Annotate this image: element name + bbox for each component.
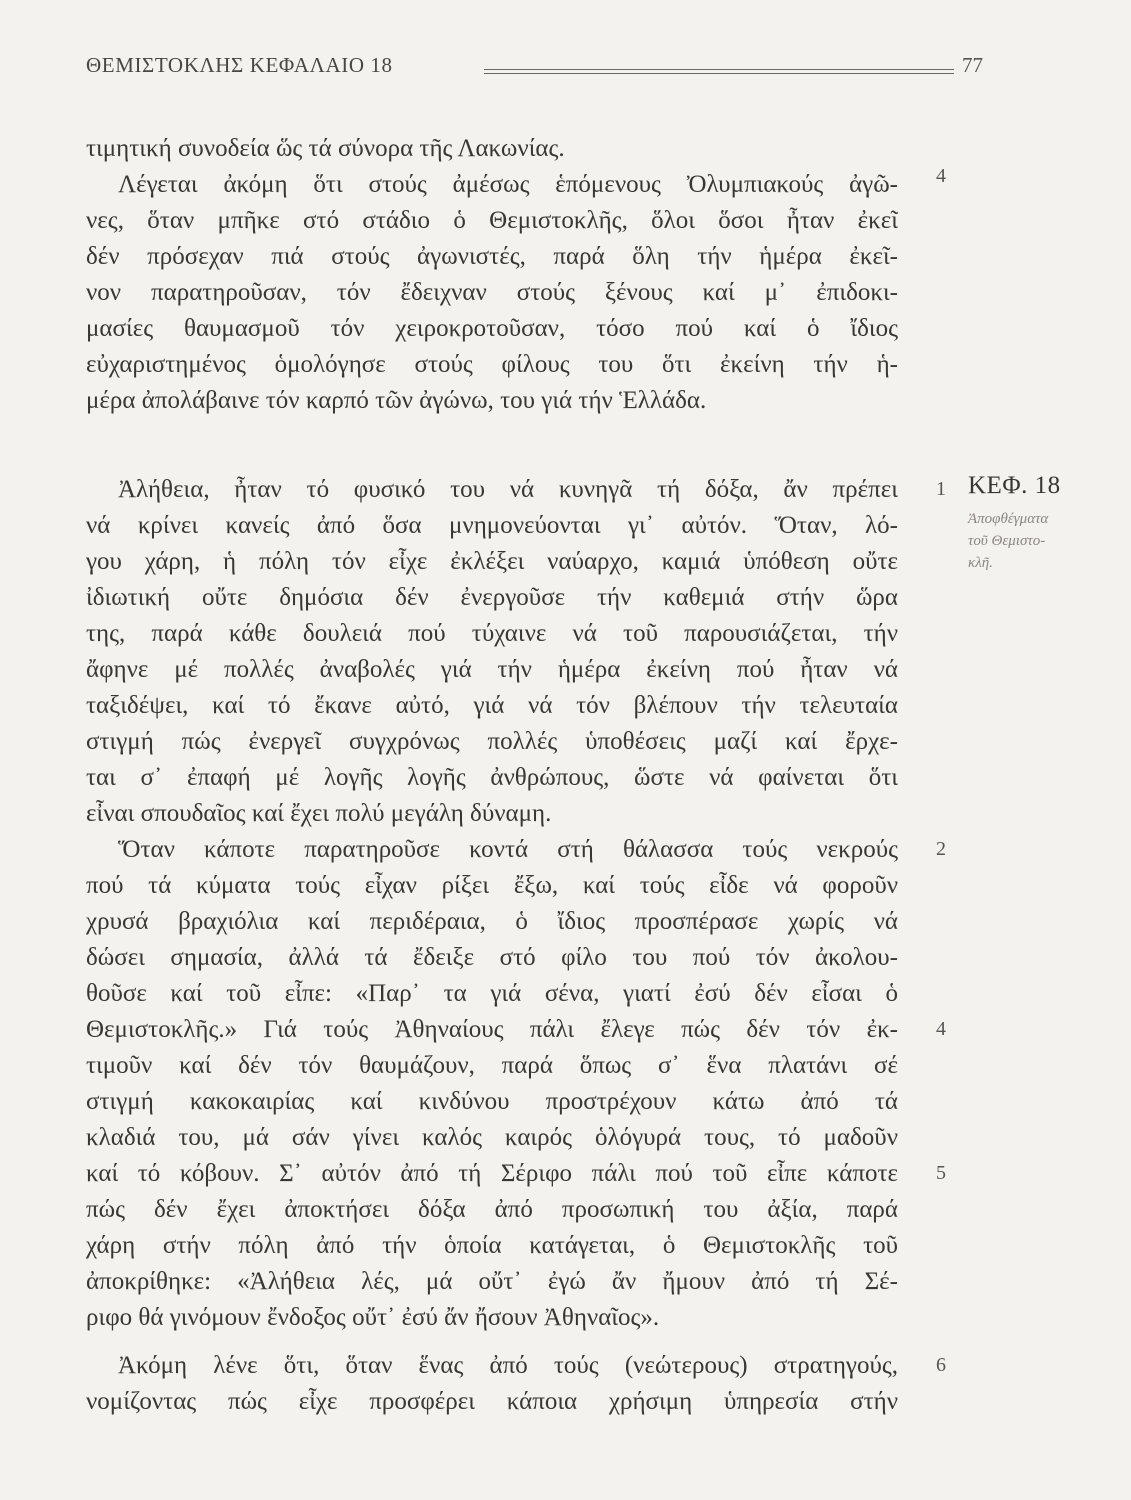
text-line: τιμοῦν καί δέν τόν θαυμάζουν, παρά ὅπως σ᾿ ἕνα πλατάνι σέ	[86, 1052, 898, 1079]
header-rule	[484, 69, 954, 74]
page-number: 77	[962, 53, 983, 77]
text-line: Ἀκόμη λένε ὅτι, ὅταν ἕνας ἀπό τούς (νεώτερους) στρατηγούς,	[118, 1352, 898, 1379]
text-line: τιμητική συνοδεία ὥς τά σύνορα τῆς Λακωνίας.	[86, 135, 565, 162]
line-number: 5	[936, 1162, 946, 1184]
text-line: χρυσά βραχιόλια καί περιδέραια, ὁ ἴδιος προσπέρασε χωρίς νά	[86, 908, 898, 935]
text-line: νά κρίνει κανείς ἀπό ὅσα μνημονεύονται γι᾿ αὐτόν. Ὅταν, λό-	[86, 512, 898, 539]
chapter-label: ΚΕΦ. 18	[968, 472, 1061, 499]
text-line: στιγμή πώς ἐνεργεῖ συγχρόνως πολλές ὑποθέσεις μαζί καί ἔρχε-	[86, 728, 898, 755]
paragraph-olympic-games	[86, 131, 898, 419]
subtitle-line: κλῆ.	[968, 555, 993, 571]
text-line: καί τό κόβουν. Σ᾿ αὐτόν ἀπό τή Σέριφο πάλι πού τοῦ εἶπε κάποτε	[86, 1160, 898, 1187]
subtitle-line: τοῦ Θεμιστο-	[968, 533, 1046, 549]
text-line: μέρα ἀπολάβαινε τόν καρπό τῶν ἀγώνω, του γιά τήν Ἑλλάδα.	[86, 387, 707, 414]
text-line: ριφο θά γινόμουν ἔνδοξος οὔτ᾿ ἐσύ ἄν ἤσουν Ἀθηναῖος».	[86, 1304, 660, 1331]
text-line: ἀποκρίθηκε: «Ἀλήθεια λές, μά οὔτ᾿ ἐγώ ἄν ἤμουν ἀπό τή Σέ-	[86, 1268, 898, 1295]
text-line: Θεμιστοκλῆς.» Γιά τούς Ἀθηναίους πάλι ἔλεγε πώς δέν τόν ἐκ-	[86, 1016, 898, 1043]
text-line: νον παρατηροῦσαν, τόν ἔδειχναν στούς ξένους καί μ᾿ ἐπιδοκι-	[86, 279, 898, 306]
text-line: δώσει σημασία, ἀλλά τά ἔδειξε στό φίλο του πού τόν ἀκολου-	[86, 944, 898, 971]
paragraph-chapter-18	[86, 472, 898, 1336]
running-header	[86, 53, 983, 83]
header-title: ΘΕΜΙΣΤΟΚΛΗΣ ΚΕΦΑΛΑΙΟ 18	[86, 53, 393, 77]
text-line: ἰδιωτική οὔτε δημόσια δέν ἐνεργοῦσε τήν καθεμιά στήν ὥρα	[86, 584, 898, 611]
text-line: γου χάρη, ἡ πόλη τόν εἶχε ἐκλέξει ναύαρχο, καμιά ὑπόθεση οὔτε	[86, 548, 898, 575]
text-line: στιγμή κακοκαιρίας καί κινδύνου προστρέχουν κάτω ἀπό τά	[86, 1088, 898, 1115]
text-line: ταξιδέψει, καί τό ἔκανε αὐτό, γιά νά τόν βλέπουν τήν τελευταία	[86, 692, 898, 719]
text-line: δέν πρόσεχαν πιά στούς ἀγωνιστές, παρά ὅλη τήν ἡμέρα ἐκεῖ-	[86, 243, 898, 270]
text-line: Ὅταν κάποτε παρατηροῦσε κοντά στή θάλασσα τούς νεκρούς	[118, 836, 898, 863]
line-number: 1	[936, 478, 946, 500]
text-line: εὐχαριστημένος ὁμολόγησε στούς φίλους του ὅτι ἐκείνη τήν ἡ-	[86, 351, 898, 378]
chapter-subtitle	[968, 508, 1118, 574]
line-number: 4	[936, 165, 946, 187]
text-line: Ἀλήθεια, ἦταν τό φυσικό του νά κυνηγᾶ τή δόξα, ἄν πρέπει	[118, 476, 898, 503]
paragraph-generals	[86, 1348, 898, 1420]
text-line: της, παρά κάθε δουλειά πού τύχαινε νά τοῦ παρουσιάζεται, τήν	[86, 620, 898, 647]
text-line: ται σ᾿ ἐπαφή μέ λογῆς λογῆς ἀνθρώπους, ὥστε νά φαίνεται ὅτι	[86, 764, 898, 791]
text-line: πώς δέν ἔχει ἀποκτήσει δόξα ἀπό προσωπική του ἀξία, παρά	[86, 1196, 898, 1223]
text-line: μασίες θαυμασμοῦ τόν χειροκροτοῦσαν, τόσο πού καί ὁ ἴδιος	[86, 315, 898, 342]
text-line: πού τά κύματα τούς εἶχαν ρίξει ἔξω, καί τούς εἶδε νά φοροῦν	[86, 872, 898, 899]
text-line: νομίζοντας πώς εἶχε προσφέρει κάποια χρήσιμη ὑπηρεσία στήν	[86, 1388, 898, 1415]
subtitle-line: Ἀποφθέγματα	[968, 511, 1049, 527]
text-line: εἶναι σπουδαῖος καί ἔχει πολύ μεγάλη δύναμη.	[86, 800, 552, 827]
line-number: 2	[936, 838, 946, 860]
line-number: 6	[936, 1354, 946, 1376]
text-line: ἄφηνε μέ πολλές ἀναβολές γιά τήν ἡμέρα ἐκείνη πού ἦταν νά	[86, 656, 898, 683]
margin-note	[968, 472, 1118, 574]
line-number: 4	[936, 1018, 946, 1040]
text-line: θοῦσε καί τοῦ εἶπε: «Παρ᾿ τα γιά σένα, γιατί ἐσύ δέν εἶσαι ὁ	[86, 980, 898, 1007]
text-line: χάρη στήν πόλη ἀπό τήν ὁποία κατάγεται, ὁ Θεμιστοκλῆς τοῦ	[86, 1232, 898, 1259]
text-line: Λέγεται ἀκόμη ὅτι στούς ἀμέσως ἑπόμενους Ὀλυμπιακούς ἀγῶ-	[118, 171, 898, 198]
text-line: νες, ὅταν μπῆκε στό στάδιο ὁ Θεμιστοκλῆς, ὅλοι ὅσοι ἦταν ἐκεῖ	[86, 207, 898, 234]
text-line: κλαδιά του, μά σάν γίνει καλός καιρός ὁλόγυρά τους, τό μαδοῦν	[86, 1124, 898, 1151]
